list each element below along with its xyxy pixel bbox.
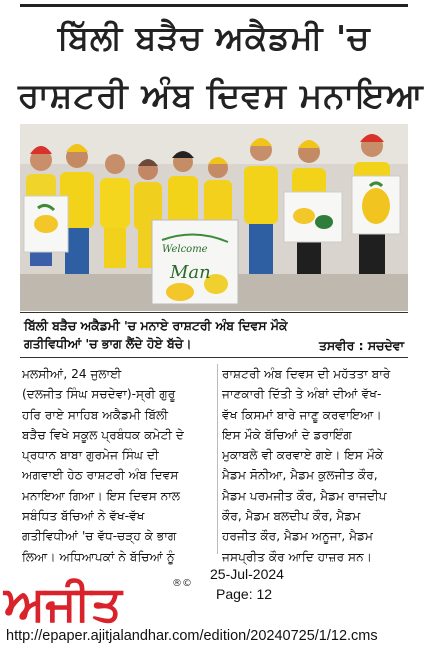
logo-registered-mark: ®© xyxy=(172,578,192,589)
article-column-left xyxy=(22,364,214,567)
article-line: ਮਲਸੀਆਂ, 24 ਜੁਲਾਈ xyxy=(22,367,122,381)
top-rule xyxy=(20,4,408,7)
photo-credit: ਤਸਵੀਰ : ਸਚਦੇਵਾ xyxy=(318,338,404,353)
article-line: ਲਿਆ। ਅਧਿਆਪਕਾਂ ਨੇ ਬੱਚਿਆਂ ਨੂੰ xyxy=(22,549,175,564)
edition-date: 25-Jul-2024 xyxy=(210,566,284,582)
article-line: ਗਤੀਵਿਧੀਆਂ 'ਚ ਵੱਧ-ਚੜ੍ਹ ਕੇ ਭਾਗ xyxy=(22,529,177,544)
article-column-right xyxy=(222,364,412,567)
article-line: ਮੈਡਮ ਸੋਨੀਆ, ਮੈਡਮ ਕੁਲਜੀਤ ਕੌਰ, xyxy=(222,468,378,483)
article-line: ਮਨਾਇਆ ਗਿਆ। ਇਸ ਦਿਵਸ ਨਾਲ xyxy=(22,488,181,503)
welcome-mango-sign xyxy=(152,220,238,304)
news-photo xyxy=(20,124,408,311)
article-line: ਮੈਡਮ ਪਰਮਜੀਤ ਕੌਰ, ਮੈਡਮ ਰਾਜਦੀਪ xyxy=(222,488,387,503)
article-line: ਇਸ ਮੌਕੇ ਬੱਚਿਆਂ ਦੇ ਡਰਾਇੰਗ xyxy=(222,427,352,442)
article-line: ਸਬੰਧਿਤ ਬੱਚਿਆਂ ਨੇ ਵੱਖ-ਵੱਖ xyxy=(22,509,145,524)
article-line: ਜਾਣਕਾਰੀ ਦਿੱਤੀ ਤੇ ਅੰਬਾਂ ਦੀਆਂ ਵੱਖ- xyxy=(222,387,382,402)
drawing-left xyxy=(24,196,68,252)
drawing-right-2 xyxy=(352,176,400,234)
article-line: ਪ੍ਰਧਾਨ ਬਾਬਾ ਗੁਰਮੇਜ ਸਿੰਘ ਦੀ xyxy=(22,448,159,463)
source-url[interactable]: http://epaper.ajitjalandhar.com/edition/20240725/1/12.cms xyxy=(6,628,378,644)
article-line: ਜਸਪ੍ਰੀਤ ਕੌਰ ਆਦਿ ਹਾਜ਼ਰ ਸਨ। xyxy=(222,549,372,564)
article-line: ਰਾਸ਼ਟਰੀ ਅੰਬ ਦਿਵਸ ਦੀ ਮਹੱਤਤਾ ਬਾਰੇ xyxy=(222,367,391,381)
column-divider xyxy=(217,364,218,554)
article-line: ਕੌਰ, ਮੈਡਮ ਬਲਦੀਪ ਕੌਰ, ਮੈਡਮ xyxy=(222,509,361,524)
article-line: ਹਰਿ ਰਾਏ ਸਾਹਿਬ ਅਕੈਡਮੀ ਬਿੱਲੀ xyxy=(22,407,169,422)
article-line: ਬੜੈਚ ਵਿਖੇ ਸਕੂਲ ਪ੍ਰਬੰਧਕ ਕਮੇਟੀ ਦੇ xyxy=(22,427,184,442)
photo-caption xyxy=(20,312,408,358)
article-line: ਮੁਕਾਬਲੇ ਵੀ ਕਰਵਾਏ ਗਏ। ਇਸ ਮੌਕੇ xyxy=(222,448,384,463)
article-line: ਵੱਖ ਕਿਸਮਾਂ ਬਾਰੇ ਜਾਣੂ ਕਰਵਾਇਆ। xyxy=(222,407,382,422)
headline-line-1: ਬਿੱਲੀ ਬੜੈਚ ਅਕੈਡਮੀ 'ਚ xyxy=(57,18,371,57)
article-line: ਅਗਵਾਈ ਹੇਠ ਰਾਸ਼ਟਰੀ ਅੰਬ ਦਿਵਸ xyxy=(22,468,179,483)
headline-line-2: ਰਾਸ਼ਟਰੀ ਅੰਬ ਦਿਵਸ ਮਨਾਇਆ xyxy=(18,76,424,116)
ajit-logo xyxy=(2,572,194,630)
drawing-right-1 xyxy=(284,192,342,242)
svg-text:Welcome: Welcome xyxy=(162,244,208,255)
caption-text: ਬਿੱਲੀ ਬੜੈਚ ਅਕੈਡਮੀ 'ਚ ਮਨਾਏ ਰਾਸ਼ਟਰੀ ਅੰਬ ਦਿਵਸ ਮੌਕੇ ਗਤੀਵਿਧੀਆਂ 'ਚ ਭਾਗ ਲੈਂਦੇ ਹੋਏ ਬੱਚੇ। xyxy=(24,318,288,351)
article-line: (ਦਲਜੀਤ ਸਿੰਘ ਸਚਦੇਵਾ)-ਸ੍ਰੀ ਗੁਰੂ xyxy=(22,387,176,402)
svg-text:Man: Man xyxy=(170,262,211,283)
logo-wordmark: ਅਜੀਤ xyxy=(4,576,122,630)
article-line: ਹਰਜੀਤ ਕੌਰ, ਮੈਡਮ ਅਨੂਜਾ, ਮੈਡਮ xyxy=(222,529,374,544)
page-number: Page: 12 xyxy=(216,586,273,602)
